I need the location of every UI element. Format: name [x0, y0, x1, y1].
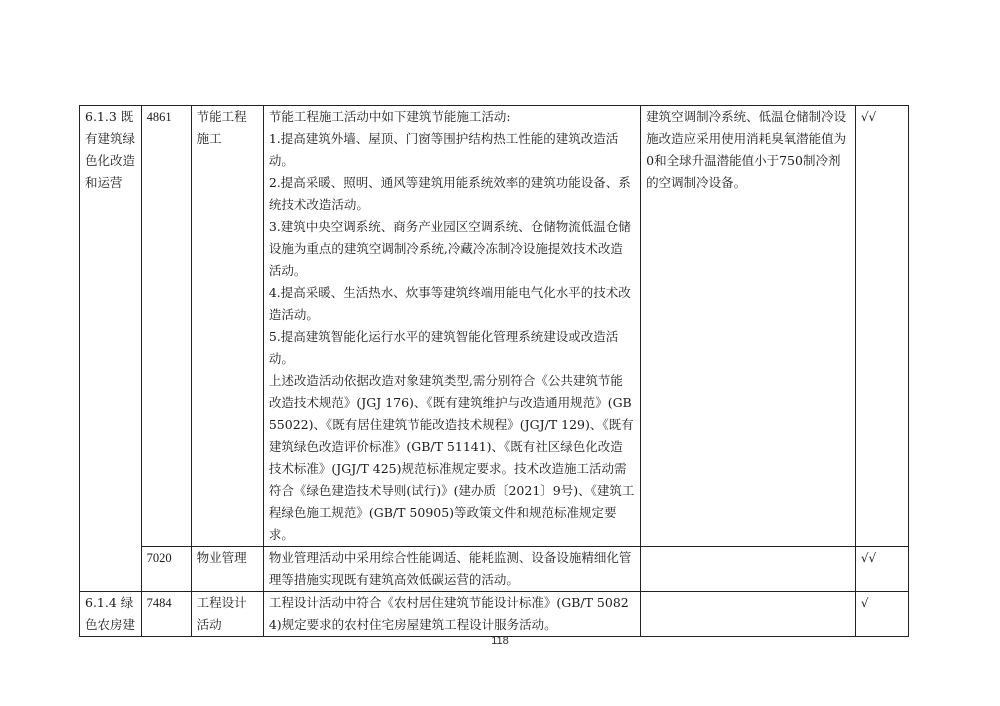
description-cell: 工程设计活动中符合《农村居住建筑节能设计标准》(GB/T 50824)规定要求的农村住宅房屋建筑工程设计服务活动。 [263, 592, 640, 637]
category-cell: 6.1.3 既有建筑绿色化改造和运营 [80, 106, 142, 592]
table-row [80, 547, 909, 592]
description-paragraph: 节能工程施工活动中如下建筑节能施工活动: [268, 109, 511, 124]
checkmark-cell: √ [855, 592, 908, 637]
table-row [80, 106, 909, 547]
regulation-table [79, 105, 909, 637]
page-number: 118 [491, 635, 509, 647]
checkmark-cell: √√ [855, 106, 908, 547]
industry-code-cell: 7020 [141, 547, 191, 592]
industry-name-cell: 工程设计活动 [191, 592, 263, 637]
note-cell [641, 592, 856, 637]
description-paragraph: 2.提高采暖、照明、通风等建筑用能系统效率的建筑功能设备、系统技术改造活动。 [268, 175, 631, 212]
description-cell: 物业管理活动中采用综合性能调适、能耗监测、设备设施精细化管理等措施实现既有建筑高效低碳运营的活动。 [263, 547, 640, 592]
description-paragraph: 上述改造活动依据改造对象建筑类型,需分别符合《公共建筑节能改造技术规范》(JGJ 176)、《既有建筑维护与改造通用规范》(GB 55022)、《既有居住建筑节能改造技术规程》(JGJ/T 129)、《既有建筑绿色改造评价标准》(GB/T 51141)、《既有社区绿色化改造技术标准》(JGJ/T 425)规范标准规定要求。技术改造施工活动需符合《绿色建造技术导则(试行)》(建办质〔2021〕9号)、《建筑工程绿色施工规范》(GB/T 50905)等政策文件和规范标准规定要求。 [268, 373, 635, 542]
industry-code-cell: 4861 [141, 106, 191, 547]
description-paragraph: 3.建筑中央空调系统、商务产业园区空调系统、仓储物流低温仓储设施为重点的建筑空调制冷系统,冷藏冷冻制冷设施提效技术改造活动。 [268, 219, 631, 278]
note-cell [641, 547, 856, 592]
industry-name-cell: 物业管理 [191, 547, 263, 592]
note-cell: 建筑空调制冷系统、低温仓储制冷设施改造应采用使用消耗臭氧潜能值为0和全球升温潜能值小于750制冷剂的空调制冷设备。 [641, 106, 856, 547]
table-row [80, 592, 909, 637]
category-cell: 6.1.4 绿色农房建 [80, 592, 142, 637]
description-paragraph: 4.提高采暖、生活热水、炊事等建筑终端用能电气化水平的技术改造活动。 [268, 285, 631, 322]
industry-name-cell: 节能工程施工 [191, 106, 263, 547]
industry-code-cell: 7484 [141, 592, 191, 637]
description-paragraph: 1.提高建筑外墙、屋顶、门窗等围护结构热工性能的建筑改造活动。 [268, 131, 619, 168]
checkmark-cell: √√ [855, 547, 908, 592]
description-paragraph: 5.提高建筑智能化运行水平的建筑智能化管理系统建设或改造活动。 [268, 329, 619, 366]
description-cell [263, 106, 640, 547]
